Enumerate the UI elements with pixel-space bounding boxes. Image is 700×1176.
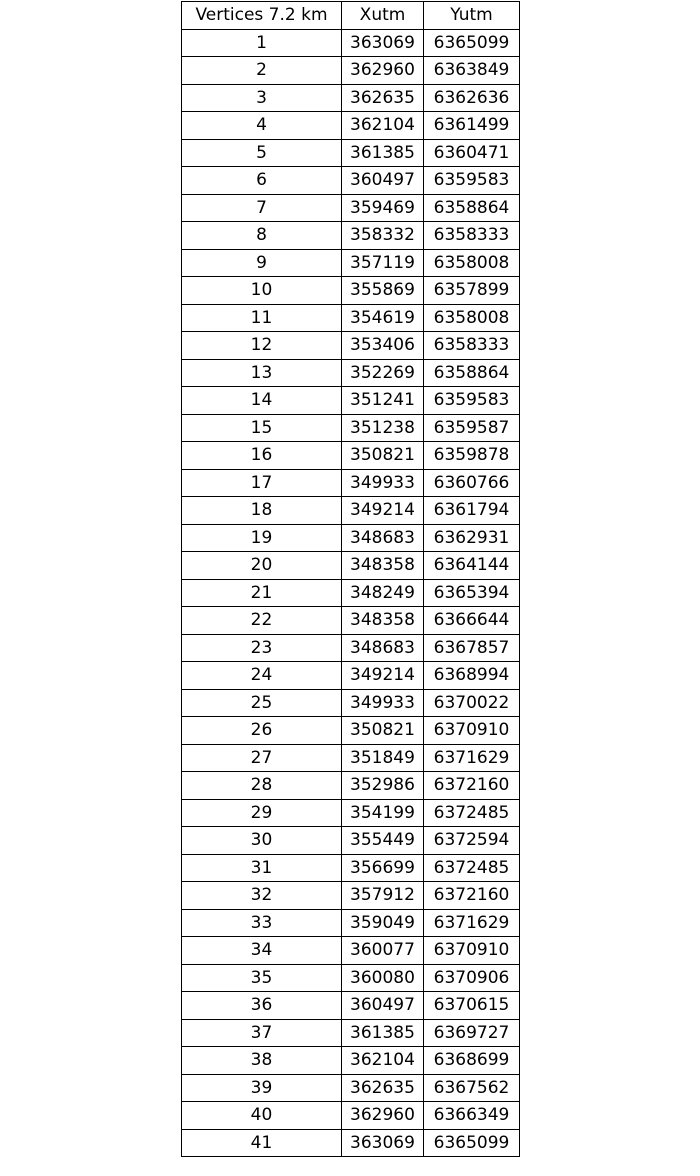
xutm-cell: 363069 — [342, 29, 424, 57]
table-row — [182, 222, 520, 250]
xutm-cell: 362104 — [342, 1047, 424, 1075]
xutm-cell: 354199 — [342, 799, 424, 827]
header-yutm: Yutm — [424, 2, 520, 30]
vertex-number-cell: 4 — [182, 112, 342, 140]
yutm-cell: 6359583 — [424, 167, 520, 195]
xutm-cell: 349933 — [342, 689, 424, 717]
table-row — [182, 607, 520, 635]
yutm-cell: 6357899 — [424, 277, 520, 305]
table-row — [182, 524, 520, 552]
xutm-cell: 354619 — [342, 304, 424, 332]
yutm-cell: 6362636 — [424, 84, 520, 112]
yutm-cell: 6372485 — [424, 799, 520, 827]
yutm-cell: 6368699 — [424, 1047, 520, 1075]
yutm-cell: 6371629 — [424, 744, 520, 772]
table-row — [182, 84, 520, 112]
yutm-cell: 6365099 — [424, 29, 520, 57]
table-row — [182, 854, 520, 882]
vertex-number-cell: 2 — [182, 57, 342, 85]
table-row — [182, 827, 520, 855]
table-row — [182, 717, 520, 745]
yutm-cell: 6363849 — [424, 57, 520, 85]
xutm-cell: 349214 — [342, 497, 424, 525]
table-row — [182, 139, 520, 167]
xutm-cell: 351241 — [342, 387, 424, 415]
vertex-number-cell: 40 — [182, 1102, 342, 1130]
xutm-cell: 360497 — [342, 992, 424, 1020]
xutm-cell: 361385 — [342, 139, 424, 167]
vertex-number-cell: 15 — [182, 414, 342, 442]
yutm-cell: 6366349 — [424, 1102, 520, 1130]
xutm-cell: 362960 — [342, 1102, 424, 1130]
yutm-cell: 6371629 — [424, 909, 520, 937]
xutm-cell: 360497 — [342, 167, 424, 195]
table-row — [182, 992, 520, 1020]
xutm-cell: 351238 — [342, 414, 424, 442]
yutm-cell: 6358008 — [424, 249, 520, 277]
xutm-cell: 363069 — [342, 1129, 424, 1157]
vertex-number-cell: 28 — [182, 772, 342, 800]
table-header — [182, 2, 520, 30]
table-row — [182, 497, 520, 525]
yutm-cell: 6372594 — [424, 827, 520, 855]
yutm-cell: 6358008 — [424, 304, 520, 332]
yutm-cell: 6362931 — [424, 524, 520, 552]
xutm-cell: 357119 — [342, 249, 424, 277]
xutm-cell: 360080 — [342, 964, 424, 992]
header-xutm: Xutm — [342, 2, 424, 30]
table-row — [182, 1129, 520, 1157]
table-body — [182, 29, 520, 1157]
vertex-number-cell: 25 — [182, 689, 342, 717]
table-row — [182, 937, 520, 965]
yutm-cell: 6372160 — [424, 882, 520, 910]
vertex-number-cell: 1 — [182, 29, 342, 57]
xutm-cell: 353406 — [342, 332, 424, 360]
yutm-cell: 6365099 — [424, 1129, 520, 1157]
vertex-number-cell: 32 — [182, 882, 342, 910]
vertex-number-cell: 20 — [182, 552, 342, 580]
table-row — [182, 882, 520, 910]
vertex-number-cell: 33 — [182, 909, 342, 937]
header-row — [182, 2, 520, 30]
vertex-number-cell: 5 — [182, 139, 342, 167]
xutm-cell: 348683 — [342, 634, 424, 662]
yutm-cell: 6358864 — [424, 194, 520, 222]
vertex-number-cell: 22 — [182, 607, 342, 635]
table-row — [182, 277, 520, 305]
table-row — [182, 1019, 520, 1047]
vertex-number-cell: 19 — [182, 524, 342, 552]
yutm-cell: 6367562 — [424, 1074, 520, 1102]
vertex-number-cell: 38 — [182, 1047, 342, 1075]
vertex-number-cell: 36 — [182, 992, 342, 1020]
yutm-cell: 6360766 — [424, 469, 520, 497]
table-row — [182, 194, 520, 222]
table-row — [182, 662, 520, 690]
yutm-cell: 6367857 — [424, 634, 520, 662]
table-row — [182, 552, 520, 580]
table-row — [182, 1047, 520, 1075]
vertex-number-cell: 35 — [182, 964, 342, 992]
yutm-cell: 6369727 — [424, 1019, 520, 1047]
vertices-table — [181, 1, 520, 1157]
yutm-cell: 6366644 — [424, 607, 520, 635]
yutm-cell: 6370910 — [424, 717, 520, 745]
vertex-number-cell: 34 — [182, 937, 342, 965]
yutm-cell: 6359878 — [424, 442, 520, 470]
vertex-number-cell: 11 — [182, 304, 342, 332]
table-row — [182, 57, 520, 85]
table-row — [182, 964, 520, 992]
yutm-cell: 6359587 — [424, 414, 520, 442]
table-row — [182, 634, 520, 662]
vertex-number-cell: 24 — [182, 662, 342, 690]
vertex-number-cell: 26 — [182, 717, 342, 745]
xutm-cell: 359469 — [342, 194, 424, 222]
table-row — [182, 799, 520, 827]
yutm-cell: 6361794 — [424, 497, 520, 525]
vertex-number-cell: 21 — [182, 579, 342, 607]
table-row — [182, 442, 520, 470]
table-row — [182, 167, 520, 195]
table-row — [182, 304, 520, 332]
vertex-number-cell: 23 — [182, 634, 342, 662]
xutm-cell: 362635 — [342, 1074, 424, 1102]
vertex-number-cell: 30 — [182, 827, 342, 855]
yutm-cell: 6370022 — [424, 689, 520, 717]
table-row — [182, 1074, 520, 1102]
vertex-number-cell: 7 — [182, 194, 342, 222]
vertex-number-cell: 14 — [182, 387, 342, 415]
yutm-cell: 6358864 — [424, 359, 520, 387]
vertex-number-cell: 3 — [182, 84, 342, 112]
vertex-number-cell: 12 — [182, 332, 342, 360]
xutm-cell: 351849 — [342, 744, 424, 772]
vertex-number-cell: 8 — [182, 222, 342, 250]
table-row — [182, 249, 520, 277]
table-row — [182, 909, 520, 937]
vertex-number-cell: 16 — [182, 442, 342, 470]
vertex-number-cell: 17 — [182, 469, 342, 497]
vertex-number-cell: 27 — [182, 744, 342, 772]
table-row — [182, 469, 520, 497]
vertex-number-cell: 41 — [182, 1129, 342, 1157]
xutm-cell: 362104 — [342, 112, 424, 140]
xutm-cell: 350821 — [342, 717, 424, 745]
xutm-cell: 356699 — [342, 854, 424, 882]
vertex-number-cell: 9 — [182, 249, 342, 277]
yutm-cell: 6370910 — [424, 937, 520, 965]
table-row — [182, 359, 520, 387]
table-row — [182, 387, 520, 415]
vertex-number-cell: 39 — [182, 1074, 342, 1102]
vertex-number-cell: 6 — [182, 167, 342, 195]
xutm-cell: 350821 — [342, 442, 424, 470]
yutm-cell: 6370906 — [424, 964, 520, 992]
xutm-cell: 360077 — [342, 937, 424, 965]
yutm-cell: 6359583 — [424, 387, 520, 415]
table-row — [182, 29, 520, 57]
yutm-cell: 6372160 — [424, 772, 520, 800]
vertex-number-cell: 13 — [182, 359, 342, 387]
xutm-cell: 352269 — [342, 359, 424, 387]
xutm-cell: 348358 — [342, 552, 424, 580]
xutm-cell: 349214 — [342, 662, 424, 690]
table-row — [182, 332, 520, 360]
vertex-number-cell: 37 — [182, 1019, 342, 1047]
xutm-cell: 355449 — [342, 827, 424, 855]
table-row — [182, 579, 520, 607]
table-row — [182, 772, 520, 800]
vertex-number-cell: 18 — [182, 497, 342, 525]
xutm-cell: 355869 — [342, 277, 424, 305]
yutm-cell: 6368994 — [424, 662, 520, 690]
yutm-cell: 6364144 — [424, 552, 520, 580]
header-vertices: Vertices 7.2 km — [182, 2, 342, 30]
yutm-cell: 6365394 — [424, 579, 520, 607]
table-row — [182, 1102, 520, 1130]
vertex-number-cell: 31 — [182, 854, 342, 882]
xutm-cell: 359049 — [342, 909, 424, 937]
table-row — [182, 744, 520, 772]
xutm-cell: 352986 — [342, 772, 424, 800]
table-row — [182, 689, 520, 717]
table-row — [182, 112, 520, 140]
yutm-cell: 6358333 — [424, 332, 520, 360]
xutm-cell: 357912 — [342, 882, 424, 910]
yutm-cell: 6358333 — [424, 222, 520, 250]
xutm-cell: 348249 — [342, 579, 424, 607]
xutm-cell: 348683 — [342, 524, 424, 552]
xutm-cell: 362635 — [342, 84, 424, 112]
xutm-cell: 348358 — [342, 607, 424, 635]
xutm-cell: 362960 — [342, 57, 424, 85]
xutm-cell: 349933 — [342, 469, 424, 497]
yutm-cell: 6360471 — [424, 139, 520, 167]
yutm-cell: 6361499 — [424, 112, 520, 140]
xutm-cell: 361385 — [342, 1019, 424, 1047]
table-row — [182, 414, 520, 442]
yutm-cell: 6372485 — [424, 854, 520, 882]
xutm-cell: 358332 — [342, 222, 424, 250]
yutm-cell: 6370615 — [424, 992, 520, 1020]
vertex-number-cell: 29 — [182, 799, 342, 827]
vertex-number-cell: 10 — [182, 277, 342, 305]
